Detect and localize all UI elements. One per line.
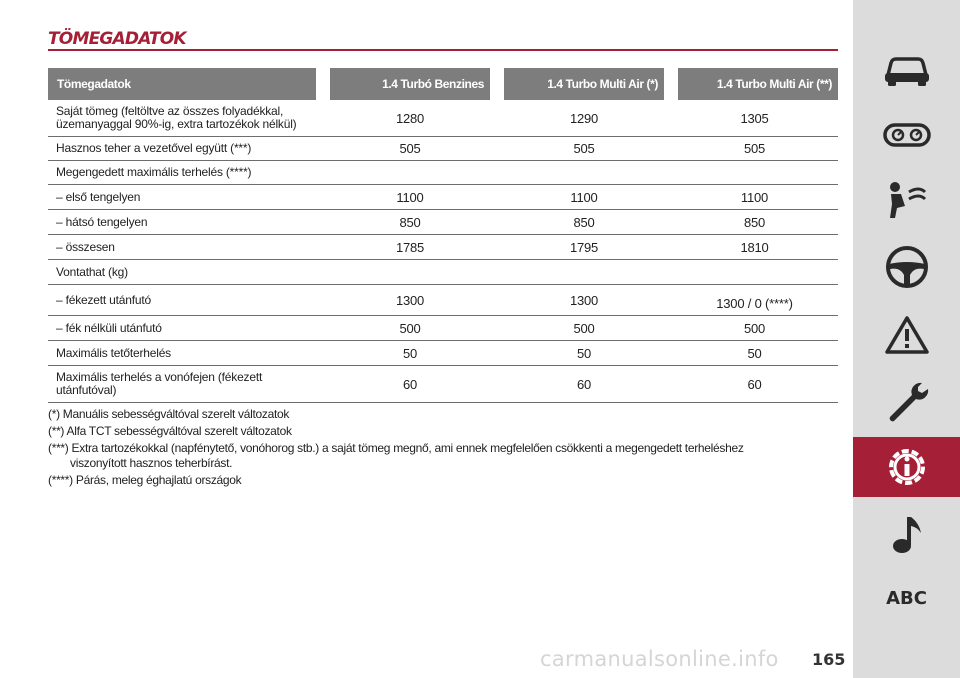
table-row [48,137,838,161]
row-value: 60 [323,366,497,403]
row-value: 505 [671,137,838,161]
row-value: 50 [497,341,671,366]
row-label: – első tengelyen [48,185,323,210]
sidebar-item-car[interactable] [853,40,960,100]
row-label: – összesen [48,235,323,260]
sidebar-item-technical-data[interactable] [853,437,960,497]
sidebar-item-driving[interactable] [853,237,960,297]
table-row [48,285,838,316]
table-row [48,210,838,235]
row-value: 60 [497,366,671,403]
table-row [48,235,838,260]
footnotes [48,406,838,489]
column-header-mass-data: Tömegadatok [48,68,323,100]
row-value: 500 [671,316,838,341]
row-value: 50 [671,341,838,366]
row-label: Saját tömeg (feltöltve az összes folyadékkal, üzemanyaggal 90%-ig, extra tartozékok nélkül) [48,100,323,137]
row-value: 1810 [671,235,838,260]
row-value: 850 [497,210,671,235]
row-label: – hátsó tengelyen [48,210,323,235]
dashboard-gauges-icon [882,118,932,152]
sidebar-item-safety[interactable] [853,170,960,230]
row-value [497,161,671,185]
row-value: 1300 [497,285,671,316]
watermark: carmanualsonline.info [540,647,779,671]
page-title: TÖMEGADATOK [48,29,186,49]
table-row [48,366,838,403]
row-value: 1100 [323,185,497,210]
sidebar-item-emergency[interactable] [853,305,960,365]
column-header-multiair-manual: 1.4 Turbo Multi Air (*) [497,68,671,100]
row-label: Megengedett maximális terhelés (****) [48,161,323,185]
row-value: 1100 [671,185,838,210]
table-row [48,316,838,341]
chapter-sidebar [853,0,960,678]
table-header-row [48,68,838,100]
row-value: 1280 [323,100,497,137]
row-value: 505 [323,137,497,161]
car-icon [882,53,932,87]
table-row [48,185,838,210]
footnote: (*) Manuális sebességváltóval szerelt változatok [48,407,290,421]
row-value: 50 [323,341,497,366]
row-label: Maximális terhelés a vonófejen (fékezett utánfutóval) [48,366,323,403]
row-value [323,260,497,285]
row-value [323,161,497,185]
footnote: (***) Extra tartozékokkal (napfénytető, vonóhorog stb.) a saját tömeg megnő, ami ennek megfelelően csökkenti a megengedett terheléshez [48,441,744,455]
steering-wheel-icon [884,244,930,290]
table-row [48,100,838,137]
seatbelt-airbag-icon [885,178,929,222]
table-row [48,341,838,366]
row-label: – fék nélküli utánfutó [48,316,323,341]
row-label: Maximális tetőterhelés [48,341,323,366]
footnote-continuation: viszonyított hasznos teherbírást. [70,456,233,470]
row-value: 1305 [671,100,838,137]
mass-data-table [48,68,838,403]
abc-index-label: ABC [886,587,927,609]
sidebar-item-index[interactable] [853,568,960,628]
row-value: 505 [497,137,671,161]
row-value [497,260,671,285]
column-header-multiair-tct: 1.4 Turbo Multi Air (**) [671,68,838,100]
wrench-icon [884,379,930,425]
row-value: 500 [497,316,671,341]
footnote: (**) Alfa TCT sebességváltóval szerelt változatok [48,424,292,438]
table-row [48,161,838,185]
row-value: 1290 [497,100,671,137]
sidebar-item-maintenance[interactable] [853,372,960,432]
warning-triangle-icon [884,314,930,356]
row-label: Vontathat (kg) [48,260,323,285]
row-value: 500 [323,316,497,341]
row-value [671,260,838,285]
row-value: 850 [671,210,838,235]
page-number: 165 [812,650,846,669]
row-value: 1785 [323,235,497,260]
row-label: Hasznos teher a vezetővel együtt (***) [48,137,323,161]
music-note-icon [889,513,925,557]
table-row [48,260,838,285]
title-divider [48,49,838,51]
column-header-turbo-benzines: 1.4 Turbó Benzines [323,68,497,100]
row-value [671,161,838,185]
footnote: (****) Párás, meleg éghajlatú országok [48,473,242,487]
row-value: 1300 / 0 (****) [671,285,838,316]
row-value: 850 [323,210,497,235]
row-label: – fékezett utánfutó [48,285,323,316]
row-value: 1100 [497,185,671,210]
row-value: 1795 [497,235,671,260]
sidebar-item-dashboard[interactable] [853,105,960,165]
row-value: 60 [671,366,838,403]
sidebar-item-multimedia[interactable] [853,505,960,565]
info-gear-icon [883,443,931,491]
row-value: 1300 [323,285,497,316]
